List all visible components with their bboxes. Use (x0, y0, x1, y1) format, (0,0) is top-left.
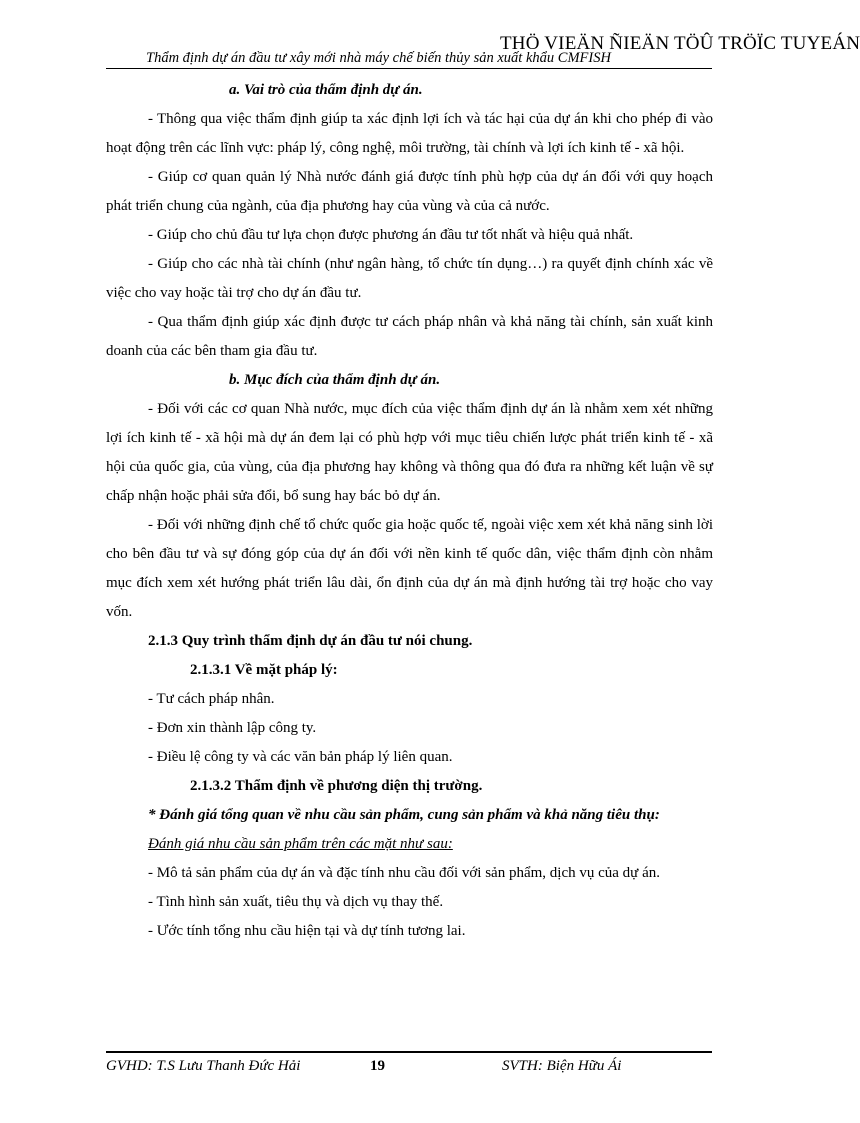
demand-subheading: Đánh giá nhu cầu sản phẩm trên các mặt như sau: (148, 836, 453, 852)
footer-divider (106, 1051, 712, 1053)
paragraph: - Giúp cho chủ đầu tư lựa chọn được phương án đầu tư tốt nhất và hiệu quả nhất. (148, 227, 634, 243)
list-item: - Điều lệ công ty và các văn bản pháp lý liên quan. (148, 749, 453, 765)
list-item: - Đơn xin thành lập công ty. (148, 720, 317, 736)
section-heading-b: b. Mục đích của thẩm định dự án. (229, 372, 441, 388)
watermark-text: THÖ VIEÄN ÑIEÄN TÖÛ TRÖÏC TUYEÁN (500, 33, 860, 54)
footer-student: SVTH: Biện Hữu Ái (502, 1058, 622, 1074)
subsection-heading-2-1-3-2: 2.1.3.2 Thẩm định về phương diện thị trường. (190, 778, 483, 794)
paragraph: - Đối với những định chế tổ chức quốc gia hoặc quốc tế, ngoài việc xem xét khả năng sinh lời cho bên đầu tư và sự đóng góp của dự án đối với nền kinh tế quốc dân, việc thẩm định còn nhằm mục đích xem xét hướng phát triển lâu dài, ổn định của dự án mà định hướng tài trợ hoặc cho vay vốn. (106, 517, 713, 620)
subsection-heading-2-1-3-1: 2.1.3.1 Về mặt pháp lý: (190, 662, 338, 678)
list-item: - Mô tả sản phẩm của dự án và đặc tính nhu cầu đối với sản phẩm, dịch vụ của dự án. (148, 865, 660, 881)
header-divider (106, 68, 712, 69)
section-heading-a: a. Vai trò của thẩm định dự án. (229, 82, 423, 98)
page-footer (106, 1056, 712, 1076)
page-number: 19 (370, 1058, 385, 1074)
list-item: - Tình hình sản xuất, tiêu thụ và dịch vụ thay thế. (148, 894, 444, 910)
paragraph: - Đối với các cơ quan Nhà nước, mục đích của việc thẩm định dự án là nhằm xem xét những lợi ích kinh tế - xã hội mà dự án đem lại có phù hợp với mục tiêu chiến lược phát triển kinh tế - xã hội của quốc gia, của vùng, của địa phương hay không và thông qua đó đưa ra những kết luận về sự chấp nhận hoặc phải sửa đổi, bổ sung hay bác bỏ dự án. (106, 401, 713, 504)
paragraph: - Giúp cơ quan quản lý Nhà nước đánh giá được tính phù hợp của dự án đối với quy hoạch phát triển chung của ngành, của địa phương hay của vùng và của cả nước. (106, 169, 713, 214)
footer-advisor: GVHD: T.S Lưu Thanh Đức Hải (106, 1058, 301, 1074)
page-header-title: Thẩm định dự án đầu tư xây mới nhà máy chế biến thủy sản xuất khẩu CMFISH (146, 50, 611, 66)
paragraph: - Thông qua việc thẩm định giúp ta xác định lợi ích và tác hại của dự án khi cho phép đi vào hoạt động trên các lĩnh vực: pháp lý, công nghệ, môi trường, tài chính và lợi ích kinh tế - xã hội. (106, 111, 713, 156)
paragraph: - Qua thẩm định giúp xác định được tư cách pháp nhân và khả năng tài chính, sản xuất kinh doanh của các bên tham gia đầu tư. (106, 314, 713, 359)
overview-heading: * Đánh giá tổng quan về nhu cầu sản phẩm, cung sản phẩm và khả năng tiêu thụ: (148, 807, 660, 823)
paragraph: - Giúp cho các nhà tài chính (như ngân hàng, tổ chức tín dụng…) ra quyết định chính xác về việc cho vay hoặc tài trợ cho dự án đầu tư. (106, 256, 713, 301)
list-item: - Tư cách pháp nhân. (148, 691, 275, 707)
page-body (106, 76, 713, 946)
list-item: - Ước tính tổng nhu cầu hiện tại và dự tính tương lai. (148, 923, 466, 939)
section-heading-2-1-3: 2.1.3 Quy trình thẩm định dự án đầu tư nói chung. (148, 633, 473, 649)
